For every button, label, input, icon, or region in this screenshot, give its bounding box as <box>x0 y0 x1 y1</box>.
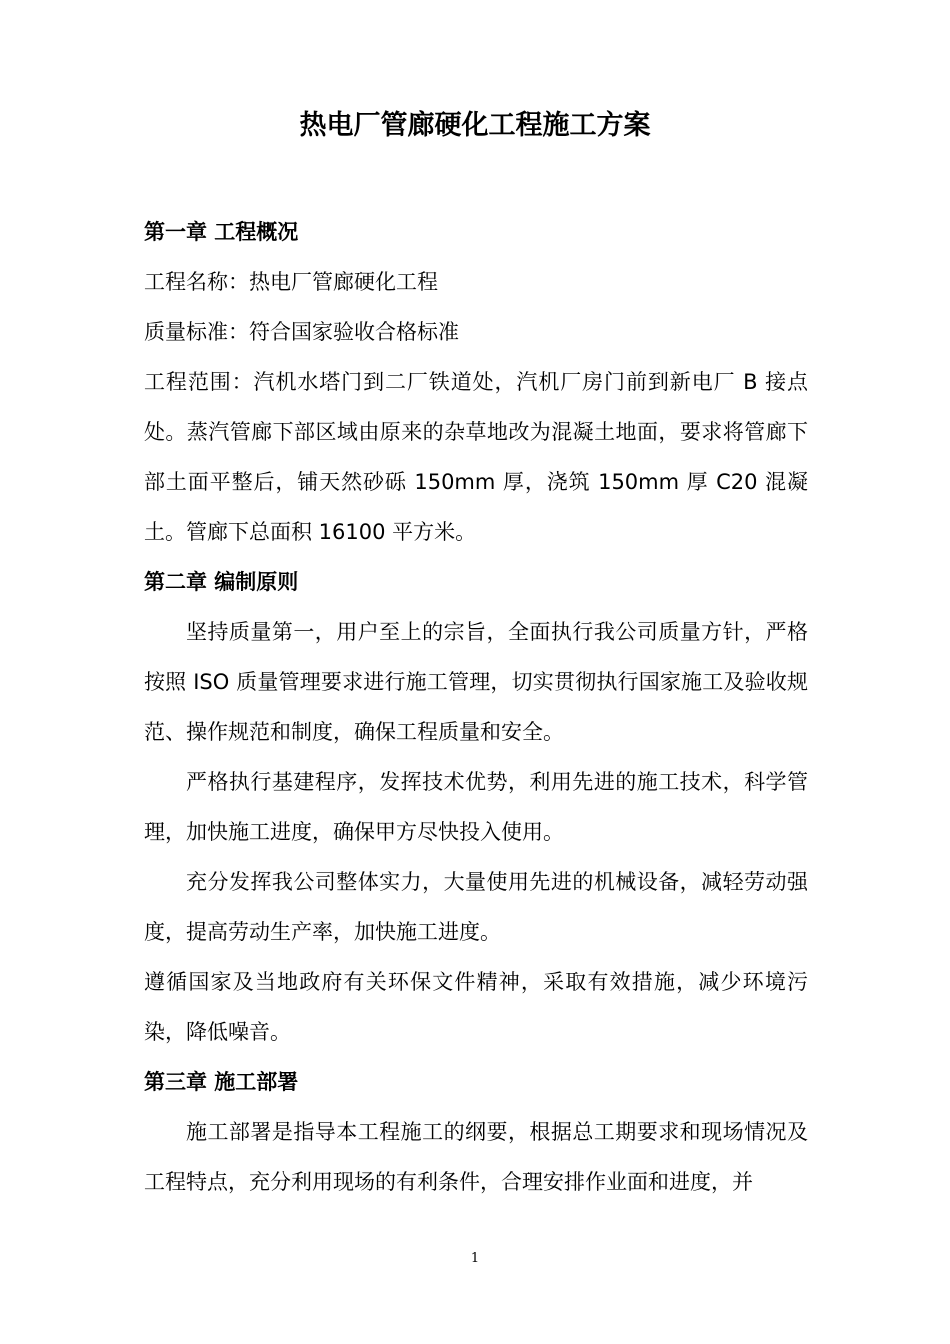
page-number: 1 <box>470 1251 480 1266</box>
project-scope: 工程范围：汽机水塔门到二厂铁道处，汽机厂房门前到新电厂 B 接点处。蒸汽管廊下部区域由原来的杂草地改为混凝土地面，要求将管廊下部土面平整后，铺天然砂砾 150mm 厚，浇筑 150mm 厚 C20 混凝土。管廊下总面积 16100 平方米。 <box>144 370 808 544</box>
principle-paragraph: 遵循国家及当地政府有关环保文件精神，采取有效措施，减少环境污染，降低噪音。 <box>144 970 808 1044</box>
principle-paragraph: 严格执行基建程序，发挥技术优势，利用先进的施工技术，科学管理，加快施工进度，确保甲方尽快投入使用。 <box>144 770 808 844</box>
principle-paragraph: 坚持质量第一，用户至上的宗旨，全面执行我公司质量方针，严格按照 ISO 质量管理要求进行施工管理，切实贯彻执行国家施工及验收规范、操作规范和制度，确保工程质量和安全。 <box>144 620 808 744</box>
project-name: 工程名称：热电厂管廊硬化工程 <box>144 270 438 294</box>
chapter-2-heading: 第二章 编制原则 <box>144 570 299 594</box>
deployment-paragraph: 施工部署是指导本工程施工的纲要，根据总工期要求和现场情况及工程特点，充分利用现场的有利条件，合理安排作业面和进度，并 <box>144 1120 808 1194</box>
chapter-1-heading: 第一章 工程概况 <box>144 220 299 244</box>
principle-paragraph: 充分发挥我公司整体实力，大量使用先进的机械设备，减轻劳动强度，提高劳动生产率，加快施工进度。 <box>144 870 808 944</box>
document-title: 热电厂管廊硬化工程施工方案 <box>299 110 651 141</box>
chapter-3-heading: 第三章 施工部署 <box>144 1070 299 1094</box>
document-body <box>144 207 808 1207</box>
quality-standard: 质量标准：符合国家验收合格标准 <box>144 320 459 344</box>
